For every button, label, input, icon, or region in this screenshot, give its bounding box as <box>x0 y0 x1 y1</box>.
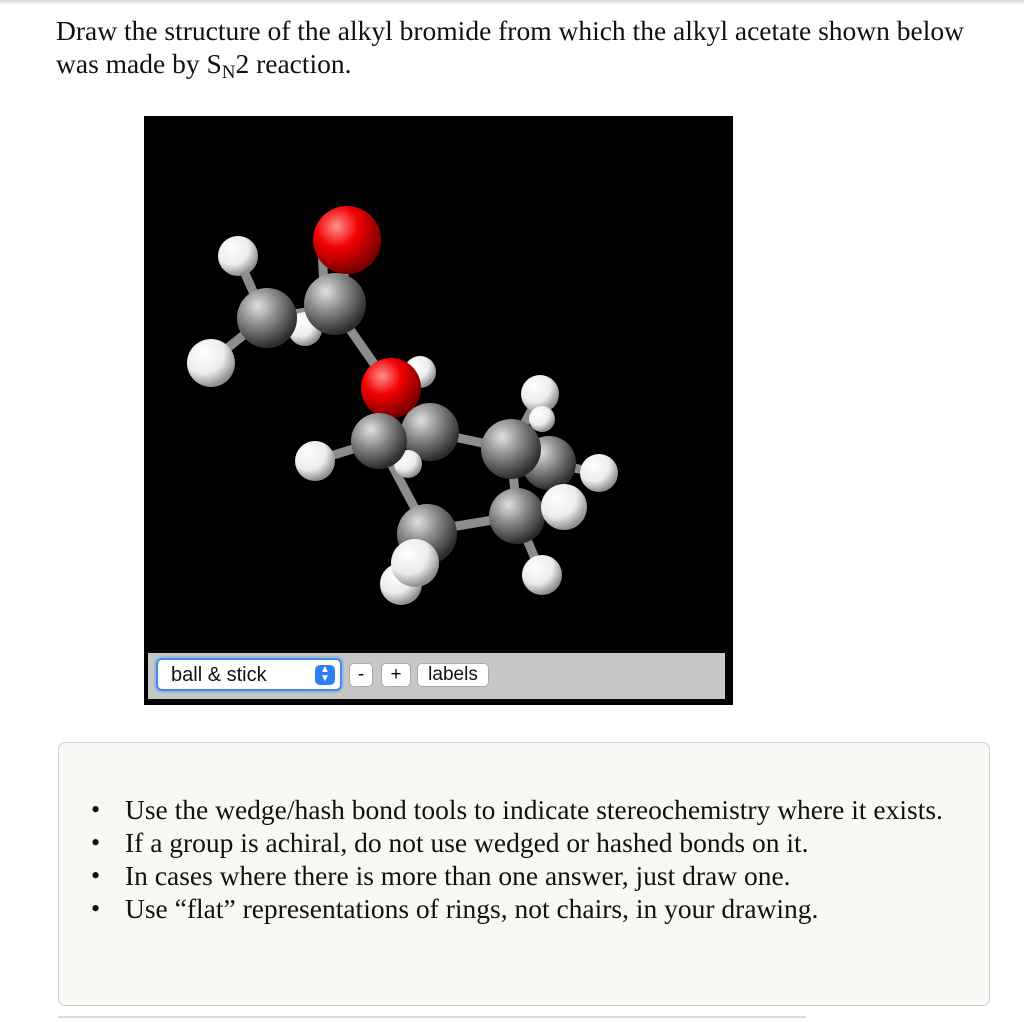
bottom-divider <box>58 1016 806 1018</box>
top-divider <box>0 0 1024 5</box>
zoom-in-button[interactable]: + <box>381 663 411 687</box>
instruction-item: • Use “flat” representations of rings, not chairs, in your drawing. <box>125 892 945 925</box>
chevron-updown-icon: ▲ ▼ <box>315 665 335 685</box>
display-style-select[interactable] <box>156 658 342 691</box>
viewer-controls <box>148 653 725 699</box>
question-text-end: 2 reaction. <box>235 48 352 79</box>
instructions-box <box>58 742 990 1006</box>
instructions-list <box>125 793 945 925</box>
molecule-viewer[interactable] <box>144 116 733 705</box>
molecule-atoms <box>187 206 618 605</box>
labels-button[interactable]: labels <box>417 663 489 687</box>
instruction-item: • In cases where there is more than one answer, just draw one. <box>125 859 945 892</box>
instruction-item: • Use the wedge/hash bond tools to indicate stereochemistry where it exists. <box>125 793 945 826</box>
question-text <box>56 14 976 83</box>
molecule-model[interactable] <box>144 116 733 653</box>
instruction-item: • If a group is achiral, do not use wedged or hashed bonds on it. <box>125 826 945 859</box>
display-style-value: ball & stick <box>171 664 267 686</box>
question-subscript: N <box>221 62 236 83</box>
zoom-out-button[interactable]: - <box>349 663 373 687</box>
question-text-main: Draw the structure of the alkyl bromide from which the alkyl acetate shown below was made by S <box>56 15 964 79</box>
